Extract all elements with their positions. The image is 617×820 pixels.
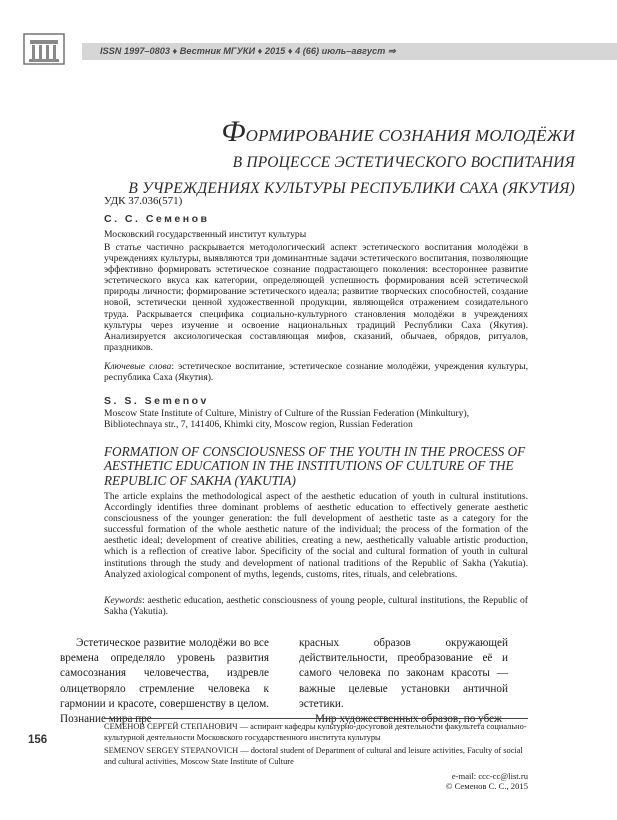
body-right-paragraph-1: красных образов окружающей действительности, преобразование её и самого человека по законам красоты — важные целевые установки античной эстетики.	[299, 637, 508, 710]
title-dropcap: Ф	[221, 115, 246, 148]
affiliation-ru: Московский государственный институт культуры	[104, 229, 307, 240]
abstract-ru: В статье частично раскрывается методологический аспект эстетического воспитания молодёжи в учреждениях культуры, выявляются три доминантные задачи эстетического воспитания, позволяющие эффективно формировать эстетическое сознание подрастающего поколения: всестороннее развитие эстетического вкуса как категории, определяющей успешность формирования всей эстетической природы личности; формирование эстетического идеала; развитие творческих способностей, создание новой, эстетически ценной художественной продукции, являющейся отражением созидательного труда. Раскрывается специфика социально-культурного становления молодёжи в учреждениях культуры через изучение и освоение национальных традиций Республики Саха (Якутия). Анализируется аксиологическая составляющая мифов, сказаний, обычаев, обрядов, ритуалов, праздников.	[104, 242, 528, 353]
body-column-right	[299, 636, 508, 727]
keywords-en-text: : aesthetic education, aesthetic consciousness of young people, cultural institutions, the Republic of Sakha (Yakutia).	[104, 595, 528, 618]
article-title-line-3: В УЧРЕЖДЕНИЯХ КУЛЬТУРЫ РЕСПУБЛИКИ САХА (ЯКУТИЯ)	[128, 180, 575, 197]
keywords-ru-label: Ключевые слова	[104, 361, 172, 372]
keywords-ru	[104, 361, 528, 383]
body-right-paragraph-2: Мир художественных образов, по убеж	[315, 713, 502, 726]
author-name-en: S. S. Semenov	[104, 395, 209, 407]
journal-header: ISSN 1997–0803 ♦ Вестник МГУКИ ♦ 2015 ♦ 4 (66) июль–август ⇒	[100, 46, 396, 56]
udk-code: УДК 37.036(571)	[104, 195, 183, 207]
contact-block	[360, 771, 528, 792]
copyright: © Семенов С. С., 2015	[445, 781, 528, 792]
keywords-ru-text: : эстетическое воспитание, эстетическое сознание молодёжи, учреждения культуры, республика Саха (Якутия).	[104, 361, 528, 384]
title-line-1-text: ОРМИРОВАНИЕ СОЗНАНИЯ МОЛОДЁЖИ	[245, 126, 575, 145]
abstract-en: The article explains the methodological aspect of the aesthetic education of youth in cultural institutions. Accordingly identifies three dominant problems of aesthetic education to effectively generate aesthetic consciousness of the younger generation: the full development of aesthetic taste as a category for the successful formation of the whole aesthetic nature of the individual; the process of the formation of the aesthetic ideal; development of creative abilities, creating a new, aesthetically valuable artistic production, which is a reflection of creative labor. Specificity of the social and cultural formation of youth in cultural institutions through the study and development of national traditions of the Republic of Sakha (Yakutia). Analyzed axiological component of myths, legends, customs, rites, rituals, and celebrations.	[104, 491, 528, 580]
affiliation-en-line-1: Moscow State Institute of Culture, Ministry of Culture of the Russian Federation (Minkultury),	[104, 408, 470, 419]
author-footnote-ru: СЕМЕНОВ СЕРГЕЙ СТЕПАНОВИЧ — аспирант кафедры культурно-досуговой деятельности факультета социально-культурной деятельности Московского государственного института культуры	[104, 722, 527, 742]
author-footnote-en: SEMENOV SERGEY STEPANOVICH — doctoral student of Department of cultural and leisure activities, Faculty of social and cultural activities, Moscow State Institute of Culture	[104, 746, 523, 766]
body-column-left: Эстетическое развитие молодёжи во все времена определяло уровень развития самосознания человечества, издревле олицетворяло стремление человека к гармонии и красоте, совершенству в целом. Познание мира пре	[60, 637, 269, 726]
footnote-divider	[104, 718, 528, 719]
article-title-line-2: В ПРОЦЕССЕ ЭСТЕТИЧЕСКОГО ВОСПИТАНИЯ	[232, 154, 575, 171]
article-title-en: FORMATION OF CONSCIOUSNESS OF THE YOUTH IN THE PROCESS OF AESTHETIC EDUCATION IN THE INSTITUTIONS OF CULTURE OF THE REPUBLIC OF SAKHA (YAKUTIA)	[104, 444, 526, 488]
affiliation-en-line-2: Bibliotechnaya str., 7, 141406, Khimki city, Moscow region, Russian Federation	[104, 419, 413, 431]
author-name-ru: С. С. Семенов	[104, 213, 210, 225]
keywords-en	[104, 595, 528, 617]
affiliation-en	[104, 408, 528, 431]
keywords-en-label: Keywords	[104, 595, 143, 606]
page-number: 156	[28, 734, 48, 746]
journal-logo-icon	[22, 30, 68, 68]
author-email: e-mail: ccc-cc@list.ru	[451, 771, 528, 781]
article-title-line-1	[221, 115, 575, 148]
